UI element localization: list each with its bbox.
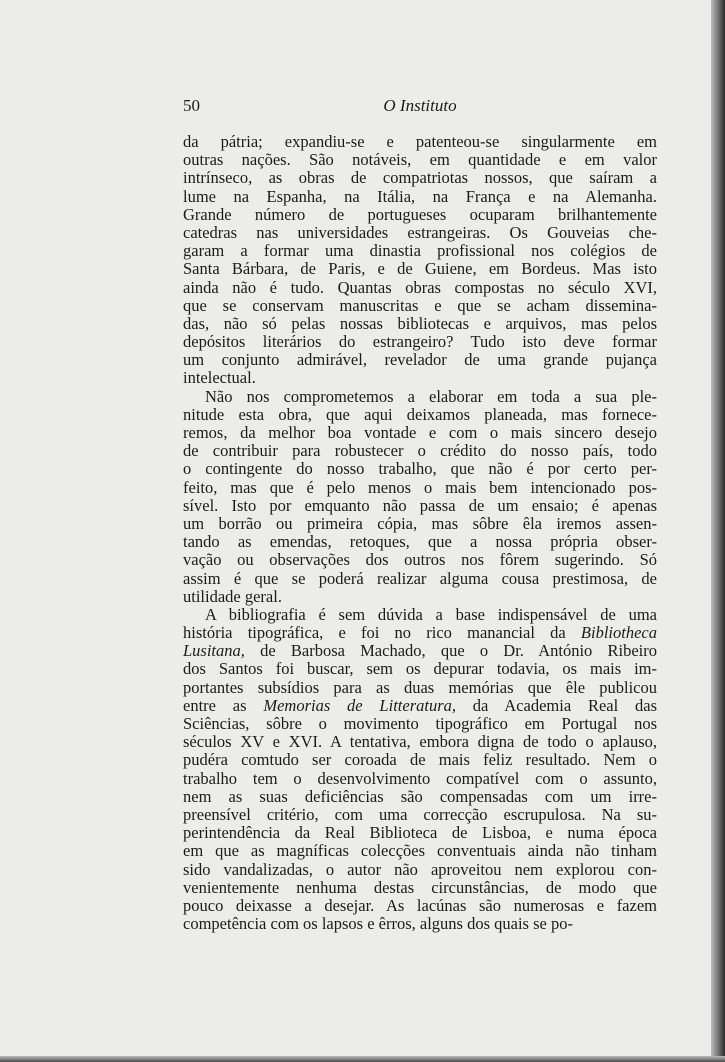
text-segment: nem as suas deficiências são compensadas com um irre- xyxy=(183,786,657,806)
text-segment: Sciências, sôbre o movimento tipográfico em Portugal nos xyxy=(183,714,657,733)
text-line xyxy=(183,788,657,806)
text-line xyxy=(183,533,657,551)
text-segment: outras nações. São notáveis, em quantidade e em valor xyxy=(183,150,657,170)
text-segment: das, não só pelas nossas bibliotecas e arquivos, mas pelos xyxy=(183,313,657,333)
text-line xyxy=(183,606,657,624)
italic-title: Memorias de Litteratura, xyxy=(263,695,456,715)
text-line xyxy=(183,388,657,406)
text-line xyxy=(183,842,657,860)
text-line xyxy=(183,315,657,333)
text-segment: intelectual. xyxy=(183,368,256,388)
text-line xyxy=(183,169,657,187)
page-bottom-edge xyxy=(0,1056,725,1062)
text-segment: entre as xyxy=(183,695,264,715)
text-segment: dos Santos foi buscar, sem os depurar todavia, os mais im- xyxy=(183,659,657,679)
text-line xyxy=(183,515,657,533)
text-line xyxy=(183,460,657,478)
text-segment: que se conservam manuscritas e que se acham dissemina- xyxy=(183,295,657,315)
text-segment: feito, mas que é pelo menos o mais bem intencionado pos- xyxy=(183,477,657,497)
paragraph xyxy=(183,388,657,606)
text-segment: história tipográfica, e foi no rico manancial da xyxy=(183,623,581,643)
text-segment: de Barbosa Machado, que o Dr. António Ribeiro xyxy=(244,641,657,661)
text-line xyxy=(183,242,657,260)
text-segment: garam a formar uma dinastia profissional nos colégios de xyxy=(183,241,657,261)
text-line xyxy=(183,424,657,442)
text-line xyxy=(183,479,657,497)
text-line xyxy=(183,915,657,933)
text-line xyxy=(183,733,657,751)
text-segment: sido vandalizadas, o autor não aproveitou nem explorou con- xyxy=(183,859,657,879)
text-segment: pudéra comtudo ser coroada de mais feliz resultado. Nem o xyxy=(183,750,657,770)
text-line xyxy=(183,660,657,678)
text-segment: Não nos comprometemos a elaborar em toda a sua ple- xyxy=(205,386,657,406)
text-segment: Grande número de portugueses ocuparam brilhantemente xyxy=(183,204,657,224)
text-segment: competência com os lapsos e êrros, alguns dos quais se po- xyxy=(183,914,573,934)
text-line xyxy=(183,588,657,606)
text-segment: tando as emendas, retoques, que a nossa própria obser- xyxy=(183,532,657,552)
text-segment: vação ou observações dos outros nos fôrem sugerindo. Só xyxy=(183,550,657,570)
text-segment: da Academia Real das xyxy=(456,695,657,715)
text-line xyxy=(183,351,657,369)
text-segment: remos, da melhor boa vontade e com o mais sincero desejo xyxy=(183,423,657,442)
running-title: O Instituto xyxy=(383,96,457,115)
text-segment: portantes subsídios para as duas memórias que êle publicou xyxy=(183,677,657,697)
text-segment: de contribuir para robustecer o crédito do nosso país, todo xyxy=(183,441,657,461)
text-segment: da pátria; expandiu-se e patenteou-se singularmente em xyxy=(183,132,657,151)
text-line xyxy=(183,806,657,824)
text-line xyxy=(183,333,657,351)
text-segment: em que as magníficas colecções conventuais ainda não tinham xyxy=(183,841,657,861)
text-segment: A bibliografia é sem dúvida a base indispensável de uma xyxy=(205,604,657,624)
text-line xyxy=(183,133,657,151)
paragraph xyxy=(183,133,657,388)
text-line xyxy=(183,297,657,315)
text-line xyxy=(183,260,657,278)
text-segment: ainda não é tudo. Quantas obras compostas no século XVI, xyxy=(183,277,657,297)
text-segment: intrínseco, as obras de compatriotas nossos, que saíram a xyxy=(183,168,657,188)
text-line xyxy=(183,442,657,460)
text-line xyxy=(183,770,657,788)
page-edge-shadow xyxy=(711,0,725,1062)
text-segment: catedras nas universidades estrangeiras. Os Gouveias che- xyxy=(183,222,657,242)
text-segment: utilidade geral. xyxy=(183,586,282,606)
text-segment: o contingente do nosso trabalho, que não é por certo per- xyxy=(183,459,657,479)
page-number: 50 xyxy=(183,96,200,115)
text-line xyxy=(183,151,657,169)
italic-title: Bibliotheca xyxy=(580,623,657,643)
italic-title: Lusitana, xyxy=(183,641,245,661)
text-line xyxy=(183,697,657,715)
page-header xyxy=(183,96,657,120)
text-segment: depósitos literários do estrangeiro? Tudo isto deve formar xyxy=(183,332,657,352)
text-line xyxy=(183,188,657,206)
text-line xyxy=(183,279,657,297)
paragraph xyxy=(183,606,657,933)
text-line xyxy=(183,551,657,569)
text-segment: sível. Isto por emquanto não passa de um ensaio; é apenas xyxy=(183,495,657,515)
text-line xyxy=(183,570,657,588)
text-segment: nitude esta obra, que aqui deixamos planeada, mas fornece- xyxy=(183,404,657,424)
text-line xyxy=(183,824,657,842)
text-line xyxy=(183,679,657,697)
text-segment: assim é que se poderá realizar alguma cousa prestimosa, de xyxy=(183,568,657,588)
text-line xyxy=(183,369,657,387)
text-line xyxy=(183,497,657,515)
text-segment: lume na Espanha, na Itália, na França e na Alemanha. xyxy=(183,186,657,206)
text-line xyxy=(183,897,657,915)
body-text xyxy=(183,133,657,933)
text-segment: Santa Bárbara, de Paris, e de Guiene, em Bordeus. Mas isto xyxy=(183,259,657,279)
text-line xyxy=(183,642,657,660)
text-line xyxy=(183,715,657,733)
text-line xyxy=(183,879,657,897)
text-segment: trabalho tem o desenvolvimento compatível com o assunto, xyxy=(183,768,657,788)
text-line xyxy=(183,624,657,642)
text-segment: preensível critério, com uma correcção escrupulosa. Na su- xyxy=(183,804,657,824)
text-segment: perintendência da Real Biblioteca de Lisboa, e numa época xyxy=(183,823,657,843)
text-line xyxy=(183,224,657,242)
text-line xyxy=(183,206,657,224)
text-segment: pouco deixasse a desejar. As lacúnas são numerosas e fazem xyxy=(183,895,657,915)
text-line xyxy=(183,406,657,424)
text-segment: venientemente nenhuma destas circunstâncias, de modo que xyxy=(183,877,657,897)
text-segment: séculos XV e XVI. A tentativa, embora digna de todo o aplauso, xyxy=(183,732,657,752)
text-segment: um borrão ou primeira cópia, mas sôbre êla iremos assen- xyxy=(183,513,657,533)
text-segment: um conjunto admirável, revelador de uma grande pujança xyxy=(183,350,657,370)
text-line xyxy=(183,751,657,769)
text-line xyxy=(183,861,657,879)
